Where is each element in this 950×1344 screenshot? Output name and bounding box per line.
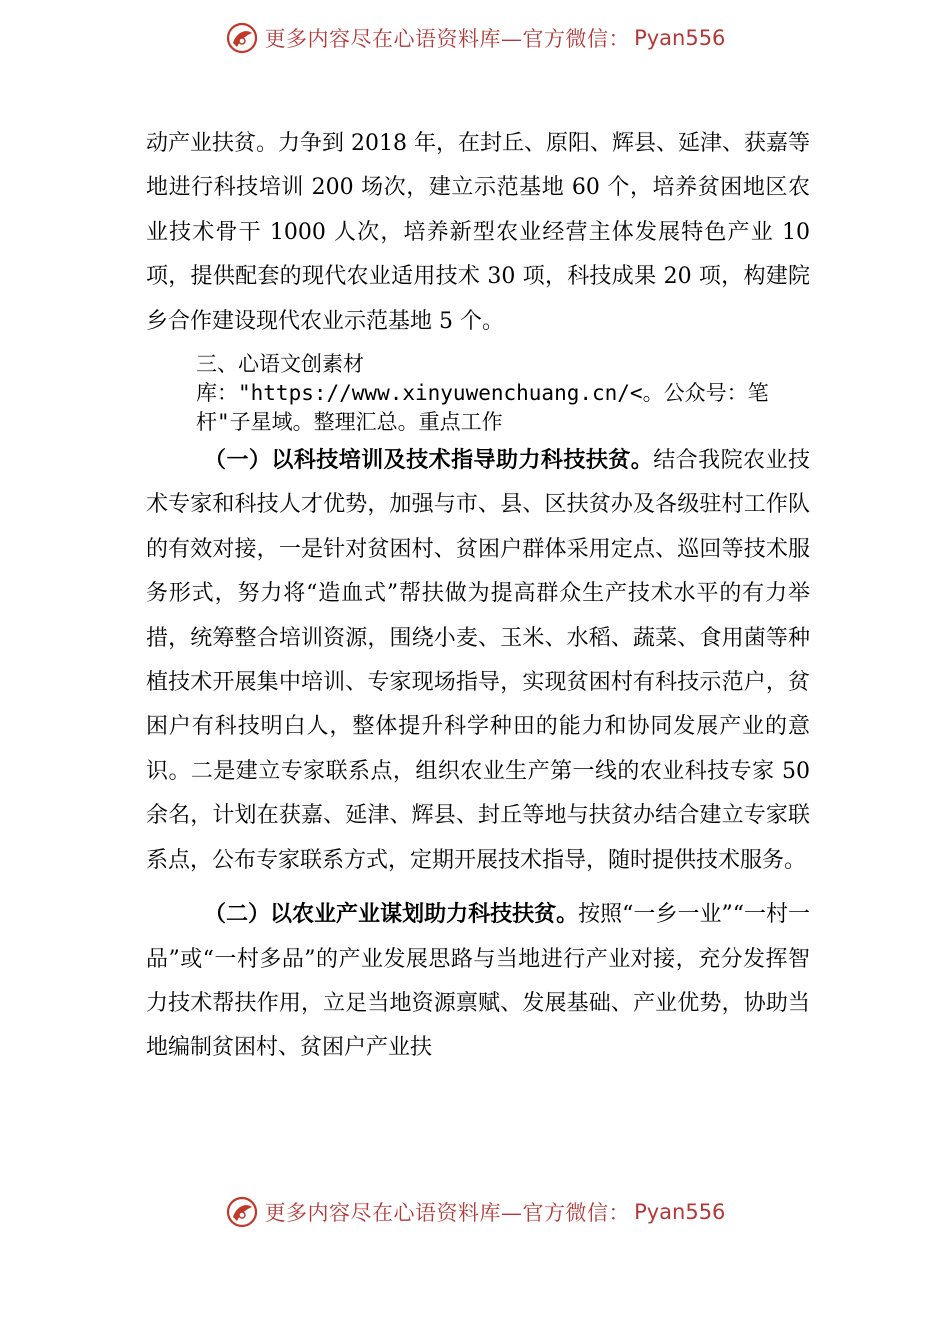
document-body: [146, 122, 810, 1071]
footer-watermark-banner: [0, 1192, 950, 1232]
subsection-2-text: 按照“一乡一业”“一村一品”或“一村多品”的产业发展思路与当地进行产业对接，充分发挥智力技术帮扶作用，立足当地资源禀赋、发展基础、产业优势，协助当地编制贫困村、贫困户产业扶: [146, 902, 810, 1061]
paragraph-goals: 动产业扶贫。力争到 2018 年，在封丘、原阳、辉县、延津、获嘉等地进行科技培训 200 场次，建立示范基地 60 个，培养贫困地区农业技术骨干 1000 人次，培养新型农业经营主体发展特色产业 10 项，提供配套的现代农业适用技术 30 项，科技成果 20 项，构建院乡合作建设现代农业示范基地 5 个。: [146, 131, 810, 334]
brand-logo-icon: [225, 21, 259, 55]
section-heading: 三、心语文创素材库："https://www.xinyuwenchuang.cn/<。公众号：笔杆"子星域。整理汇总。重点工作: [196, 352, 769, 435]
watermark-wechat-id: Pyan556: [634, 1200, 726, 1224]
subsection-2-title: （二）以农业产业谋划助力科技扶贫。: [204, 902, 579, 928]
brand-logo-icon: [225, 1195, 259, 1229]
watermark-wechat-id: Pyan556: [634, 26, 726, 50]
paragraph-subsection-2: [146, 893, 810, 1071]
subsection-1-text: 结合我院农业技术专家和科技人才优势，加强与市、县、区扶贫办及各级驻村工作队的有效对接，一是针对贫困村、贫困户群体采用定点、巡回等技术服务形式，努力将“造血式”帮扶做为提高群众生产技术水平的有力举措，统筹整合培训资源，围绕小麦、玉米、水稻、蔬菜、食用菌等种植技术开展集中培训、专家现场指导，实现贫困村有科技示范户，贫困户有科技明白人，整体提升科学种田的能力和协同发展产业的意识。二是建立专家联系点，组织农业生产第一线的农业科技专家 50 余名，计划在获嘉、延津、辉县、封丘等地与扶贫办结合建立专家联系点，公布专家联系方式，定期开展技术指导，随时提供技术服务。: [146, 448, 810, 873]
watermark-text: 更多内容尽在心语资料库—官方微信：: [264, 27, 631, 51]
paragraph-subsection-1: [146, 439, 810, 883]
subsection-1-title: （一）以科技培训及技术指导助力科技扶贫。: [204, 448, 654, 474]
watermark-text: 更多内容尽在心语资料库—官方微信：: [264, 1201, 631, 1225]
header-watermark-banner: [0, 18, 950, 58]
